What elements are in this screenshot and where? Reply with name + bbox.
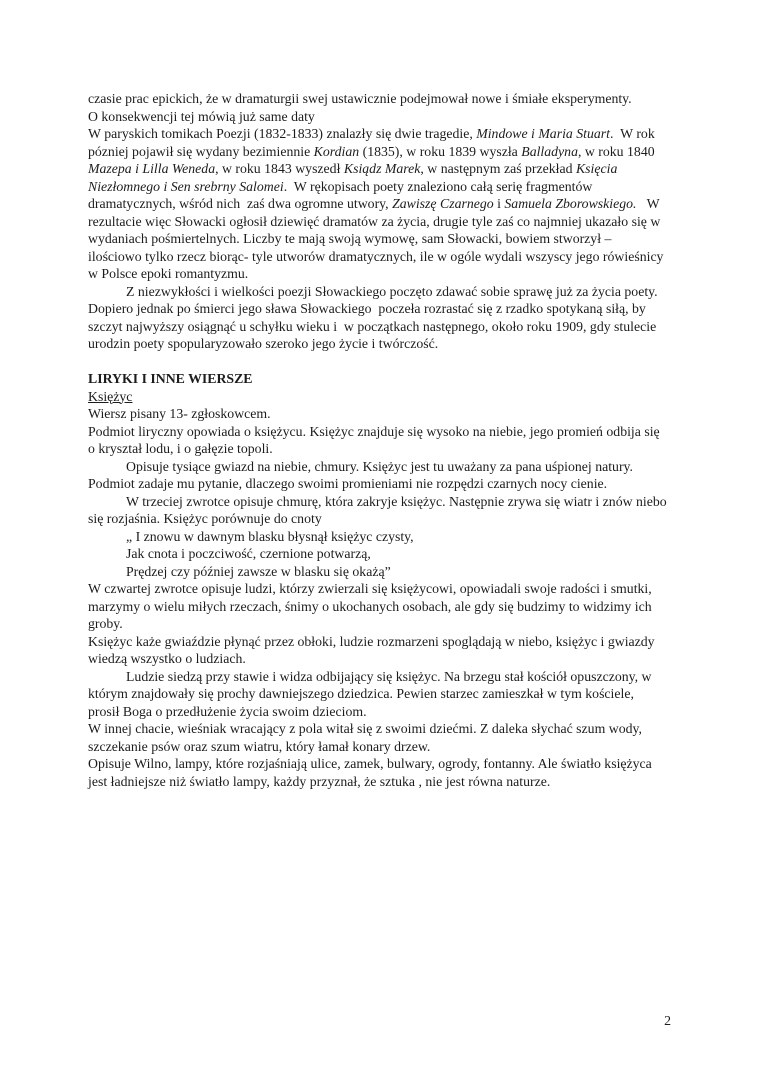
italic-text-run: Zawiszę Czarnego — [392, 196, 494, 211]
text-run: . W rękopisach poety znaleziono całą serię fragmentów dramatycznych, wśród nich zaś dwa ogromne utwory, — [88, 178, 596, 211]
italic-text-run: Księcia Niezłomnego i Sen srebrny Salomei — [88, 161, 621, 194]
text-run: Prędzej czy później zawsze w blasku się okażą” — [126, 563, 391, 579]
text-run: czasie prac epickich, że w dramaturgii swej ustawicznie podejmował nowe i śmiałe eksperymenty. — [88, 91, 632, 106]
paragraph-wilno — [88, 755, 668, 790]
quote-line — [88, 545, 668, 563]
paragraph-moon-subject — [88, 423, 668, 458]
text-run: i — [493, 196, 505, 211]
paragraph-cottage — [88, 720, 668, 755]
quote-line — [88, 528, 668, 546]
text-run: Księżyc każe gwiaździe płynąć przez obłoki, ludzie rozmarzeni spoglądają w niebo, księżyc i gwiazdy wiedzą wszystko o ludziach. — [88, 633, 659, 666]
paragraph-stars — [88, 458, 668, 493]
text-run: „ I znowu w dawnym blasku błysnął księżyc czysty, — [126, 528, 414, 544]
text-run: Opisuje Wilno, lampy, które rozjaśniają ulice, zamek, bulwary, ogrody, fontanny. Ale światło księżyca jest ładniejsze niż światło lampy, każdy przyznał, że sztuka , nie jest równa naturze. — [88, 756, 656, 789]
text-run: Z niezwykłości i wielkości poezji Słowackiego poczęto zdawać sobie sprawę już za życia poety. Dopiero jednak po śmierci jego sława Słowackiego poczeła rozrastać się z rzadko spotykaną siłą, by szczyt najwyższy osiągnąć u schyłku wieku i w początkach następnego, około roku 1909, gdy stulecie urodzin poety spopularyzowało szeroko jego życie i twórczość. — [88, 283, 662, 351]
paragraph-third-stanza — [88, 493, 671, 528]
paragraph-fourth-stanza — [88, 580, 668, 633]
paragraph-moon-stars — [88, 633, 668, 668]
text-run: Wiersz pisany 13- zgłoskowcem. — [88, 406, 271, 421]
section-heading — [88, 370, 668, 388]
text-run: , w roku 1843 wyszedł — [215, 161, 344, 176]
paragraph-fame — [88, 283, 668, 353]
paragraph-meter — [88, 405, 668, 423]
paragraph-epic-works — [88, 90, 668, 108]
underlined-text-run: Księżyc — [88, 388, 133, 404]
quote-line — [88, 563, 668, 581]
italic-text-run: Kordian — [313, 143, 360, 159]
text-run: Podmiot liryczny opowiada o księżycu. Księżyc znajduje się wysoko na niebie, jego promień odbija się o kryształ lodu, i o gałęzie topoli. — [88, 423, 664, 456]
text-run: W innej chacie, wieśniak wracający z pola witał się z swoimi dziećmi. Z daleka słychać szum wody, szczekanie psów oraz szum wiatru, który łamał konary drzew. — [88, 721, 649, 754]
paragraph-dates-intro — [88, 108, 668, 126]
italic-text-run: Balladyna — [521, 143, 578, 159]
poem-title — [88, 388, 668, 406]
text-run: O konsekwencji tej mówią już same daty — [88, 108, 315, 124]
text-run: . W rok pózniej pojawił się wydany bezimiennie — [88, 126, 659, 159]
text-run: , w następnym zaś przekład — [420, 161, 576, 176]
italic-text-run: Mindowe i Maria Stuart — [476, 126, 610, 141]
page-number: 2 — [664, 1013, 671, 1028]
italic-text-run: Samuela Zborowskiego. — [504, 196, 637, 211]
document-body — [88, 90, 671, 790]
italic-text-run: Mazepa i Lilla Weneda — [88, 161, 216, 176]
paragraph-pond — [88, 668, 668, 721]
text-run: (1835), w roku 1839 wyszła — [359, 143, 522, 159]
italic-text-run: Ksiądz Marek — [343, 161, 421, 176]
text-run: LIRYKI I INNE WIERSZE — [88, 371, 253, 386]
text-run: Jak cnota i poczciwość, czernione potwarzą, — [126, 546, 371, 561]
text-run: W trzeciej zwrotce opisuje chmurę, która zakryje księżyc. Następnie zrywa się wiatr i znów niebo się rozjaśnia. Księżyc porównuje do cnoty — [88, 493, 671, 526]
text-run: Ludzie siedzą przy stawie i widza odbijający się księżyc. Na brzegu stał kościół opuszczony, w którym znajdowały się prochy dawniejszego dziedzica. Pewien starzec zamieszkał w tym kościele, prosił Boga o przedłużenie życia swoim dzieciom. — [88, 668, 655, 719]
text-run: W czwartej zwrotce opisuje ludzi, którzy zwierzali się księżycowi, opowiadali swoje radości i smutki, marzymy o wielu miłych rzeczach, śnimy o ukochanych osobach, ale gdy się budzimy to widzimy ich groby. — [88, 581, 656, 631]
text-run: W rezultacie więc Słowacki ogłosił dziewięć dramatów za życia, drugie tyle zaś co najmniej ukazało się w wydaniach pośmiertelnych. Liczby te mają swoją wymowę, sam Słowacki, bowiem stworzył – ilościowo tylko rzecz biorąc- tyle utworów dramatycznych, ile w ogóle wydali wszyscy jego rówieśnicy w Polsce epoki romantyzmu. — [88, 196, 667, 281]
text-run: , w roku 1840 — [577, 143, 662, 159]
paragraph-publications — [88, 125, 668, 283]
text-run: W paryskich tomikach Poezji (1832-1833) znalazły się dwie tragedie, — [88, 126, 477, 141]
text-run: Opisuje tysiące gwiazd na niebie, chmury. Księżyc jest tu uważany za pana uśpionej natury. Podmiot zadaje mu pytanie, dlaczego swoimi promieniami nie rozpędzi czarnych nocy cienie. — [88, 458, 637, 491]
